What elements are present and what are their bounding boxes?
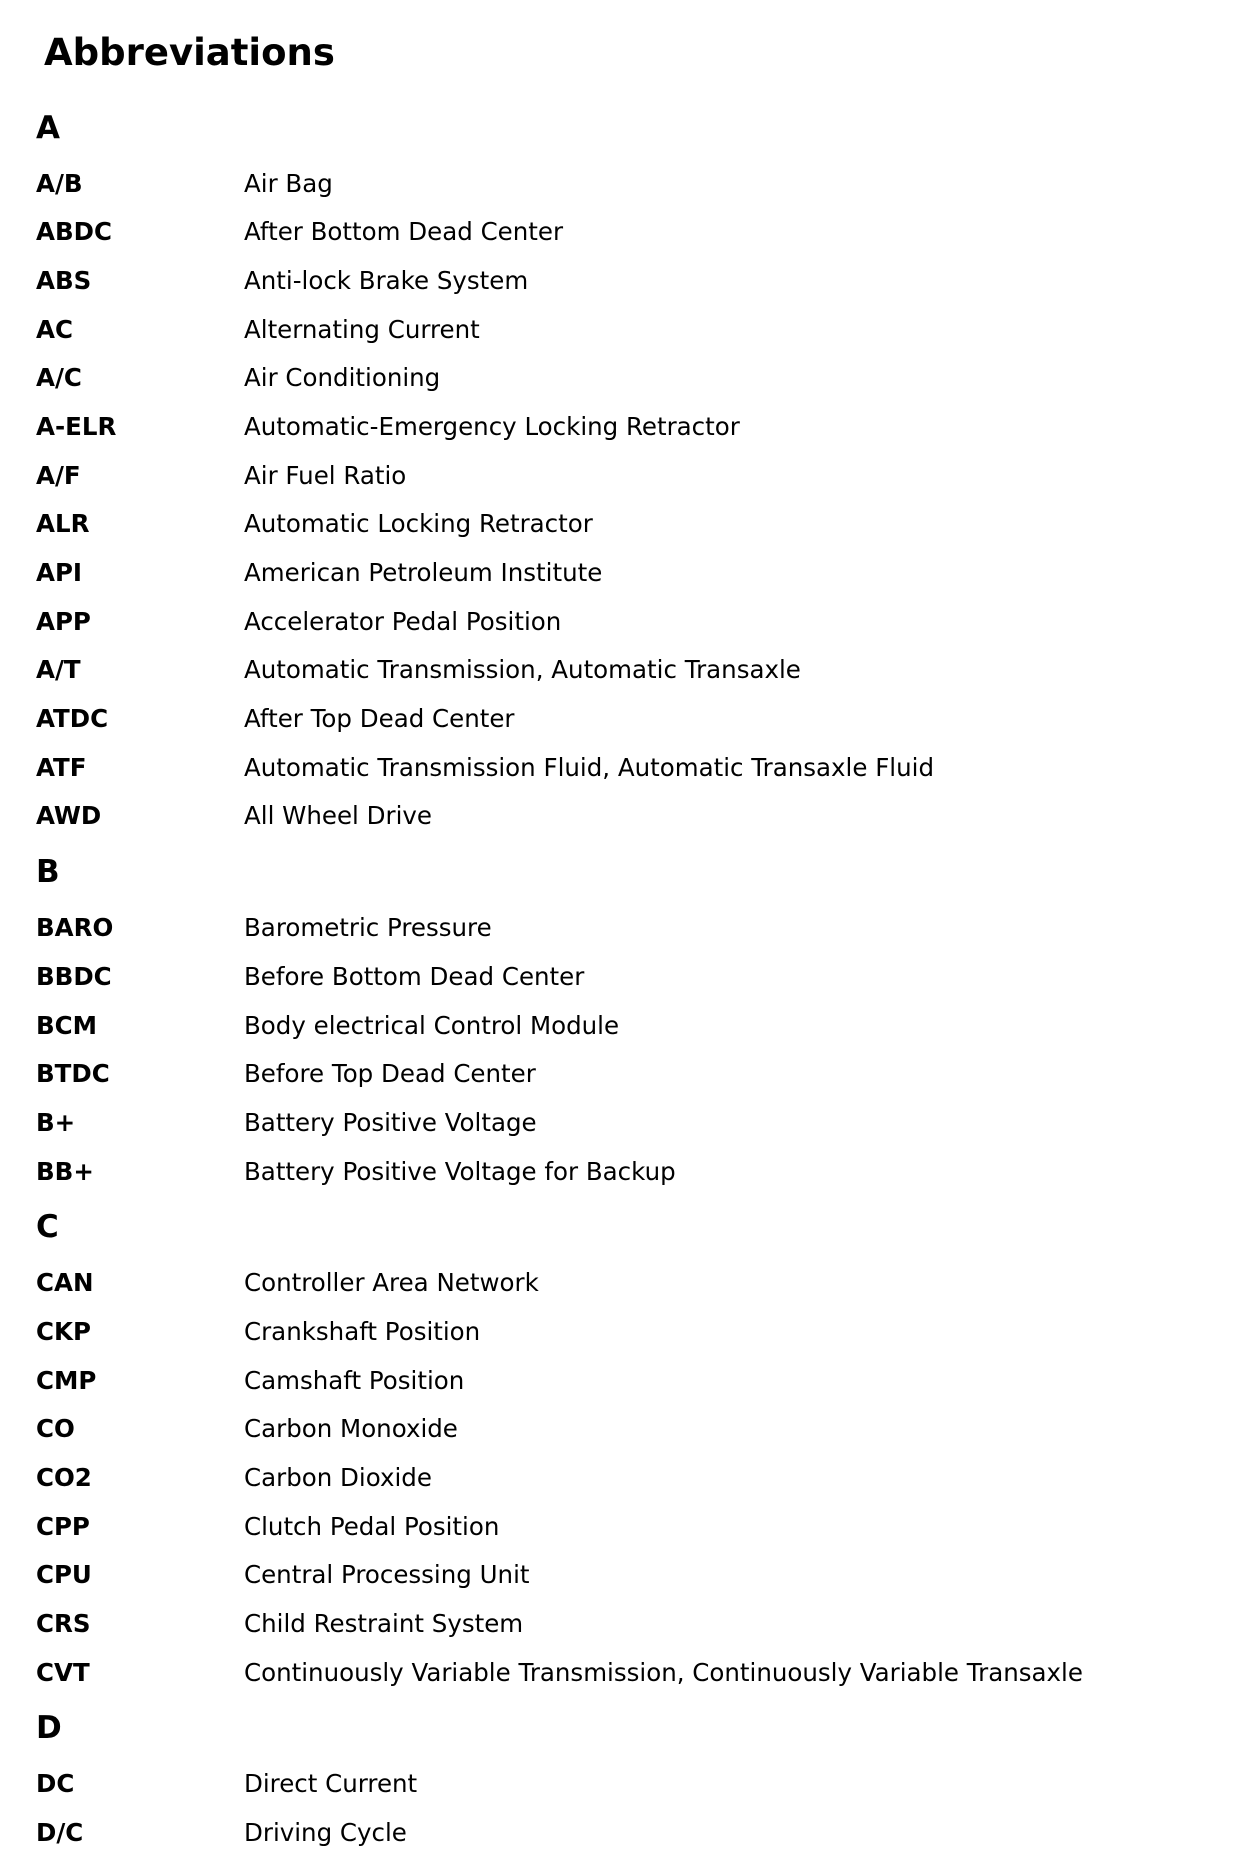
abbreviation-definition: Carbon Dioxide (244, 1463, 432, 1492)
abbreviation-term: ATF (36, 752, 87, 782)
abbreviation-term: CKP (36, 1316, 91, 1346)
abbreviation-definition: Accelerator Pedal Position (244, 606, 562, 636)
abbreviation-term: BBDC (36, 961, 112, 991)
abbreviation-row (0, 1308, 1248, 1357)
abbreviation-row (0, 452, 1248, 501)
abbreviation-definition: Body electrical Control Module (244, 1010, 620, 1040)
abbreviation-term: BCM (36, 1010, 98, 1040)
abbreviation-row (0, 1002, 1248, 1051)
abbreviation-definition: Automatic Locking Retractor (244, 509, 593, 539)
abbreviation-term: API (36, 558, 83, 587)
abbreviation-definition: Air Fuel Ratio (244, 460, 407, 490)
abbreviation-row (0, 1050, 1248, 1099)
abbreviation-row (0, 904, 1248, 953)
abbreviation-definition: Barometric Pressure (244, 913, 492, 943)
abbreviation-definition: Air Bag (244, 168, 333, 198)
abbreviation-definition: After Bottom Dead Center (244, 217, 564, 247)
abbreviation-definition: Before Top Dead Center (244, 1059, 536, 1089)
abbreviation-definition: Crankshaft Position (244, 1316, 481, 1346)
abbreviation-term: APP (36, 606, 91, 636)
abbreviation-definition: Clutch Pedal Position (244, 1511, 500, 1541)
abbreviation-definition: Battery Positive Voltage for Backup (244, 1156, 676, 1186)
abbreviation-definition: Direct Current (244, 1769, 418, 1799)
abbreviation-row (0, 695, 1248, 744)
abbreviation-row (0, 1600, 1248, 1649)
abbreviation-term: AWD (36, 801, 102, 831)
abbreviation-term: CO (36, 1414, 75, 1444)
abbreviation-row (0, 1809, 1248, 1858)
abbreviation-term: A/F (36, 460, 81, 490)
abbreviation-term: CO2 (36, 1463, 92, 1492)
abbreviation-term: CVT (36, 1657, 90, 1687)
abbreviation-definition: Camshaft Position (244, 1365, 465, 1395)
abbreviation-term: CAN (36, 1268, 94, 1298)
abbreviation-row (0, 1259, 1248, 1308)
abbreviation-definition: American Petroleum Institute (244, 558, 603, 587)
abbreviation-definition: Battery Positive Voltage (244, 1107, 537, 1137)
abbreviation-term: ATDC (36, 704, 109, 734)
abbreviation-term: A/B (36, 168, 83, 198)
abbreviation-definition: Child Restraint System (244, 1609, 524, 1639)
abbreviation-term: CMP (36, 1365, 97, 1395)
section-letter-heading: C (36, 1209, 59, 1246)
abbreviation-row (0, 646, 1248, 695)
abbreviation-definition: Continuously Variable Transmission, Continuously Variable Transaxle (244, 1657, 1083, 1687)
abbreviation-definition: Air Conditioning (244, 363, 441, 393)
abbreviation-term: BARO (36, 913, 114, 943)
abbreviation-row (0, 1649, 1248, 1698)
abbreviation-definition: All Wheel Drive (244, 801, 432, 831)
abbreviation-term: CRS (36, 1609, 91, 1639)
abbreviation-definition: Automatic Transmission, Automatic Transaxle (244, 655, 801, 685)
abbreviation-row (0, 1357, 1248, 1406)
abbreviation-row (0, 1551, 1248, 1600)
section-letter-heading: D (36, 1710, 62, 1747)
abbreviation-row (0, 1099, 1248, 1148)
abbreviation-term: ABDC (36, 217, 112, 247)
abbreviation-definition: Alternating Current (244, 314, 480, 344)
abbreviation-definition: Automatic Transmission Fluid, Automatic Transaxle Fluid (244, 752, 934, 782)
abbreviation-row (0, 257, 1248, 306)
abbreviation-term: DC (36, 1769, 75, 1799)
abbreviation-row (0, 403, 1248, 452)
section-letter-heading: B (36, 854, 60, 891)
abbreviation-term: BTDC (36, 1059, 110, 1089)
abbreviation-term: A/C (36, 363, 82, 393)
abbreviation-term: CPU (36, 1560, 92, 1590)
abbreviation-list (0, 97, 1248, 1858)
abbreviation-row (0, 1148, 1248, 1197)
abbreviation-term: ALR (36, 509, 90, 539)
abbreviation-definition: Controller Area Network (244, 1268, 539, 1298)
abbreviation-term: CPP (36, 1511, 90, 1541)
abbreviation-term: D/C (36, 1818, 84, 1848)
abbreviation-row (0, 1405, 1248, 1454)
abbreviation-definition: Driving Cycle (244, 1818, 407, 1848)
abbreviation-term: BB+ (36, 1156, 94, 1186)
abbreviation-row (0, 1760, 1248, 1809)
abbreviation-row (0, 160, 1248, 209)
abbreviation-row (0, 549, 1248, 598)
abbreviation-definition: Before Bottom Dead Center (244, 961, 585, 991)
abbreviation-term: A/T (36, 655, 81, 685)
abbreviation-term: AC (36, 314, 73, 344)
section-letter-heading: A (36, 109, 60, 146)
abbreviation-definition: Central Processing Unit (244, 1560, 530, 1590)
abbreviation-definition: Automatic-Emergency Locking Retractor (244, 411, 740, 441)
abbreviation-row (0, 500, 1248, 549)
abbreviation-term: ABS (36, 265, 92, 295)
abbreviation-row (0, 953, 1248, 1002)
page-title: Abbreviations (44, 31, 335, 74)
abbreviation-row (0, 792, 1248, 841)
abbreviation-term: B+ (36, 1107, 76, 1137)
abbreviation-row (0, 354, 1248, 403)
abbreviation-definition: Carbon Monoxide (244, 1414, 458, 1444)
abbreviation-row (0, 208, 1248, 257)
abbreviation-row (0, 1454, 1248, 1503)
abbreviation-definition: After Top Dead Center (244, 704, 515, 734)
abbreviation-definition: Anti-lock Brake System (244, 265, 529, 295)
abbreviation-row (0, 744, 1248, 793)
abbreviation-row (0, 306, 1248, 355)
abbreviation-term: A-ELR (36, 411, 117, 441)
abbreviation-row (0, 598, 1248, 647)
abbreviation-row (0, 1503, 1248, 1552)
